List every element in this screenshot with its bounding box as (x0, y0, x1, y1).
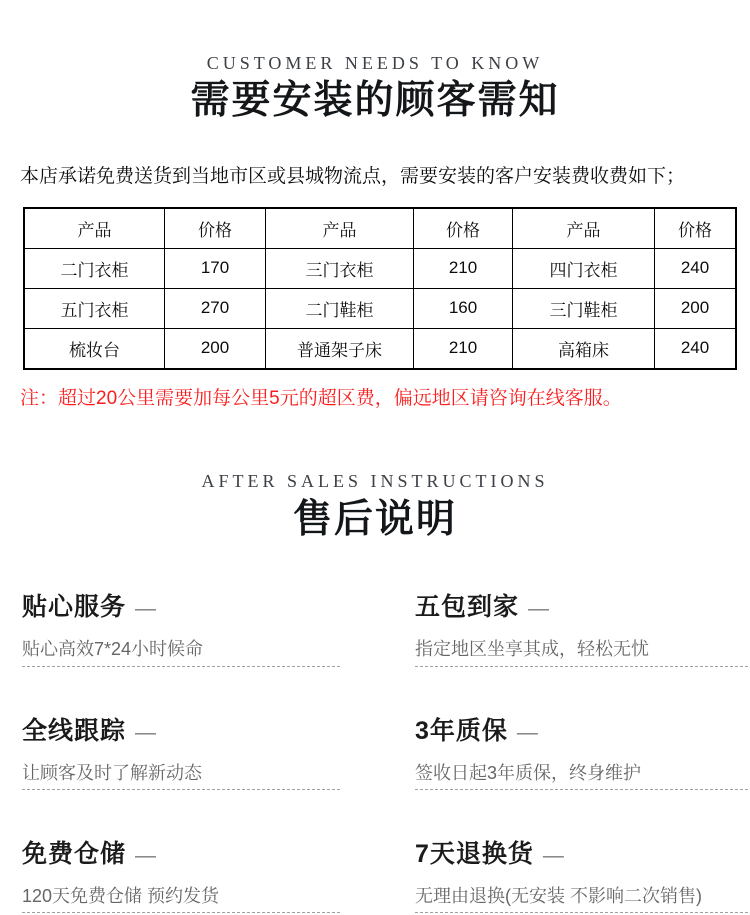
service-item (22, 593, 340, 666)
title-dash-decoration: — (516, 720, 538, 744)
service-title-text: 贴心服务 (22, 593, 127, 622)
fee-table-cell: 160 (414, 288, 513, 328)
service-title-text: 免费仓储 (22, 840, 127, 869)
service-grid (0, 593, 750, 913)
service-description: 让顾客及时了解新动态 (22, 763, 340, 791)
service-title-text: 7天退换货 (415, 840, 534, 869)
service-title (22, 593, 340, 622)
fee-table-cell: 高箱床 (513, 328, 655, 369)
fee-table-header-cell: 产品 (513, 208, 655, 249)
fee-table-header-cell: 产品 (266, 208, 414, 249)
section-title-after-sales: 售后说明 (292, 497, 457, 541)
fee-table-header-cell: 产品 (24, 208, 165, 249)
fee-table-cell: 二门鞋柜 (266, 288, 414, 328)
fee-table-header-cell: 价格 (165, 208, 266, 249)
section-title-installation: 需要安装的顾客需知 (190, 79, 560, 122)
fee-table-cell: 210 (414, 248, 513, 288)
installation-fee-table (23, 207, 737, 370)
fee-table-cell: 三门衣柜 (266, 248, 414, 288)
fee-table-row (24, 288, 736, 328)
service-item (22, 840, 340, 913)
service-title (22, 840, 340, 869)
service-title (415, 840, 748, 869)
title-dash-decoration: — (135, 597, 157, 621)
service-title-text: 全线跟踪 (22, 716, 127, 745)
service-description: 120天免费仓储 预约发货 (22, 886, 340, 914)
fee-table-cell: 200 (655, 288, 737, 328)
service-description: 签收日起3年质保，终身维护 (415, 763, 748, 791)
fee-table-cell: 四门衣柜 (513, 248, 655, 288)
fee-table-cell: 普通架子床 (266, 328, 414, 369)
title-dash-decoration: — (135, 720, 157, 744)
title-dash-decoration: — (528, 597, 550, 621)
service-title (22, 717, 340, 746)
service-item (22, 717, 340, 790)
service-title-text: 五包到家 (415, 593, 520, 622)
fee-table-cell: 240 (655, 328, 737, 369)
title-dash-decoration: — (135, 844, 157, 868)
fee-table-cell: 二门衣柜 (24, 248, 165, 288)
after-sales-section (0, 472, 750, 914)
service-title-text: 3年质保 (415, 716, 508, 745)
title-dash-decoration: — (542, 844, 564, 868)
extra-distance-fee-note: 注：超过20公里需要加每公里5元的超区费，偏远地区请咨询在线客服。 (20, 387, 622, 409)
service-item (415, 593, 748, 666)
fee-table-cell: 240 (655, 248, 737, 288)
service-title (415, 593, 748, 622)
fee-table-header-cell: 价格 (655, 208, 737, 249)
fee-table-row (24, 248, 736, 288)
service-title (415, 717, 748, 746)
fee-table-header-cell: 价格 (414, 208, 513, 249)
fee-table-cell: 梳妆台 (24, 328, 165, 369)
service-item (415, 840, 748, 913)
fee-table-cell: 五门衣柜 (24, 288, 165, 328)
fee-table-row (24, 328, 736, 369)
fee-table-cell: 210 (414, 328, 513, 369)
fee-table-cell: 170 (165, 248, 266, 288)
installation-notice-section (0, 0, 750, 410)
service-description: 无理由退换(无安装 不影响二次销售) (415, 886, 748, 914)
fee-table-cell: 200 (165, 328, 266, 369)
fee-table-header-row (24, 208, 736, 249)
service-description: 指定地区坐享其成，轻松无忧 (415, 639, 748, 667)
section-eyebrow-customer-needs: CUSTOMER NEEDS TO KNOW (206, 53, 544, 73)
free-delivery-intro-text: 本店承诺免费送货到当地市区或县城物流点，需要安装的客户安装费收费如下； (20, 165, 686, 187)
service-item (415, 717, 748, 790)
fee-table-cell: 三门鞋柜 (513, 288, 655, 328)
fee-table-cell: 270 (165, 288, 266, 328)
service-description: 贴心高效7*24小时候命 (22, 639, 340, 667)
section-eyebrow-after-sales: AFTER SALES INSTRUCTIONS (201, 470, 549, 491)
fee-table-body (24, 208, 736, 369)
